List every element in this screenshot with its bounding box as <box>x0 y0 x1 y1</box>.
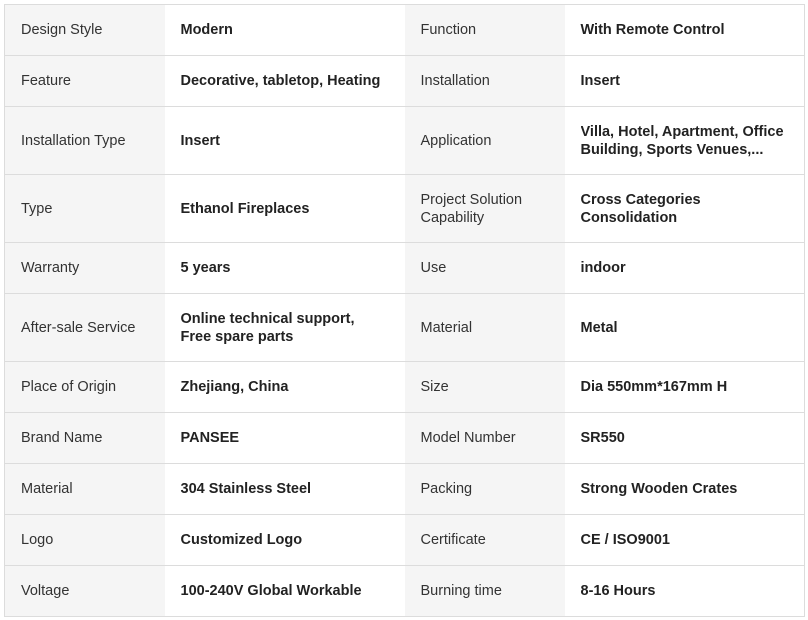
table-row <box>5 294 805 362</box>
spec-value: 100-240V Global Workable <box>165 566 405 617</box>
spec-label: Packing <box>405 464 565 515</box>
spec-label: Application <box>405 107 565 175</box>
spec-label: Voltage <box>5 566 165 617</box>
spec-label: Feature <box>5 56 165 107</box>
spec-label: Size <box>405 362 565 413</box>
spec-label: Burning time <box>405 566 565 617</box>
spec-label: Installation Type <box>5 107 165 175</box>
spec-value: CE / ISO9001 <box>565 515 805 566</box>
spec-value: 304 Stainless Steel <box>165 464 405 515</box>
spec-value: Cross Categories Consolidation <box>565 175 805 243</box>
spec-label: Design Style <box>5 5 165 56</box>
spec-value: Zhejiang, China <box>165 362 405 413</box>
spec-value: Modern <box>165 5 405 56</box>
table-row <box>5 362 805 413</box>
spec-label: Brand Name <box>5 413 165 464</box>
spec-value: Decorative, tabletop, Heating <box>165 56 405 107</box>
spec-value: 8-16 Hours <box>565 566 805 617</box>
spec-value: Insert <box>565 56 805 107</box>
spec-label: Logo <box>5 515 165 566</box>
table-row <box>5 464 805 515</box>
spec-label: Function <box>405 5 565 56</box>
spec-label: Model Number <box>405 413 565 464</box>
spec-value: Strong Wooden Crates <box>565 464 805 515</box>
spec-label: Material <box>5 464 165 515</box>
spec-label: Material <box>405 294 565 362</box>
table-row <box>5 107 805 175</box>
spec-value: Insert <box>165 107 405 175</box>
spec-value: Ethanol Fireplaces <box>165 175 405 243</box>
spec-value-cell <box>565 107 805 175</box>
spec-value: indoor <box>565 243 805 294</box>
spec-label: Installation <box>405 56 565 107</box>
spec-label: Project Solution Capability <box>405 175 565 243</box>
spec-value: 5 years <box>165 243 405 294</box>
spec-value: Dia 550mm*167mm H <box>565 362 805 413</box>
spec-value: Villa, Hotel, Apartment, Office Building, Sports Venues,... <box>580 123 784 158</box>
spec-value: Customized Logo <box>165 515 405 566</box>
table-row <box>5 515 805 566</box>
spec-label: After-sale Service <box>5 294 165 362</box>
product-spec-table <box>4 4 805 617</box>
spec-value: SR550 <box>565 413 805 464</box>
table-row <box>5 566 805 617</box>
table-row <box>5 413 805 464</box>
spec-label: Type <box>5 175 165 243</box>
spec-value: Online technical support, Free spare parts <box>165 294 405 362</box>
spec-value: Metal <box>565 294 805 362</box>
spec-label: Warranty <box>5 243 165 294</box>
table-row <box>5 5 805 56</box>
spec-value: PANSEE <box>165 413 405 464</box>
spec-label: Place of Origin <box>5 362 165 413</box>
spec-label: Use <box>405 243 565 294</box>
table-row <box>5 243 805 294</box>
table-row <box>5 56 805 107</box>
spec-label: Certificate <box>405 515 565 566</box>
table-row <box>5 175 805 243</box>
spec-value: With Remote Control <box>565 5 805 56</box>
